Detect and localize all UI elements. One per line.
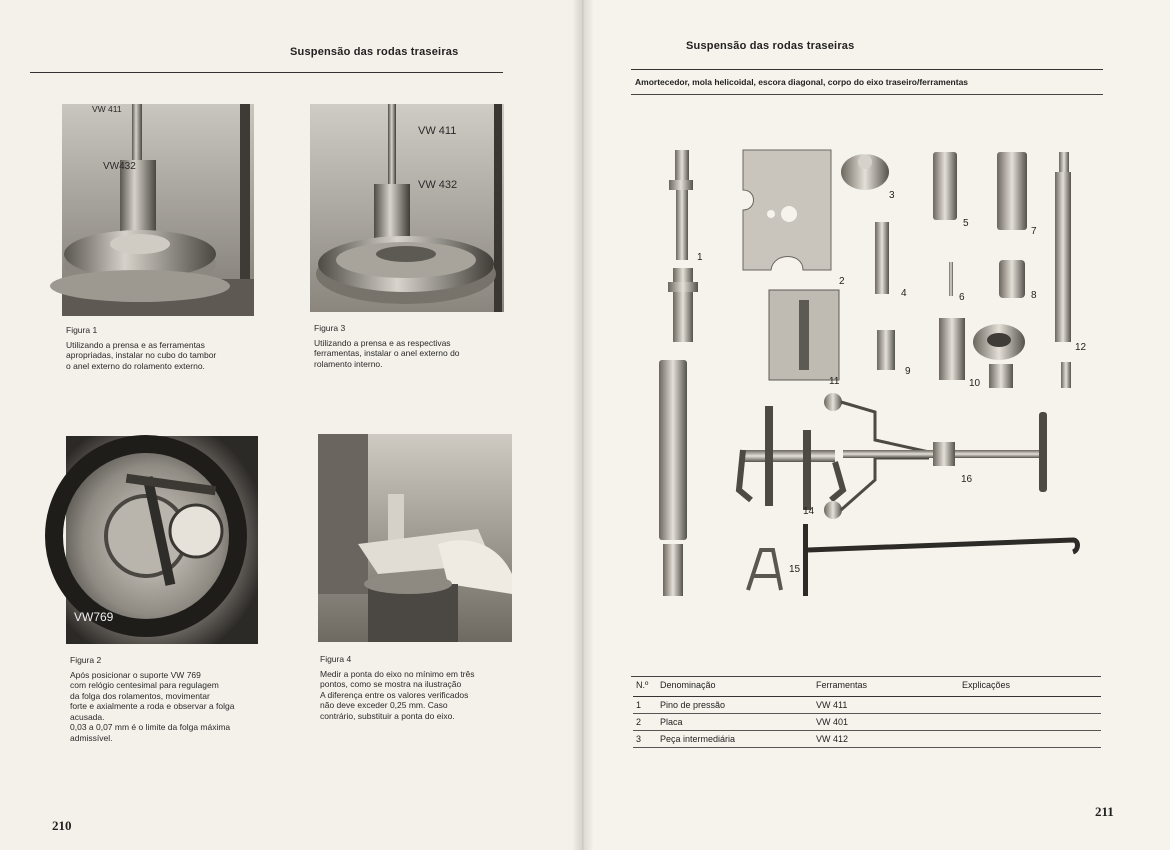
- right-page-subheader: Amortecedor, mola helicoidal, escora diagonal, corpo do eixo traseiro/ferramentas: [635, 77, 969, 87]
- tools-table: [633, 676, 1101, 748]
- row-tool: VW 412: [813, 731, 959, 748]
- figure-2-label-vw769: VW769: [74, 610, 114, 624]
- row-name: Peça intermediária: [657, 731, 813, 748]
- tool-2-plate: [743, 150, 831, 270]
- figure-4-line: Medir a ponta do eixo no mínimo em três: [320, 668, 475, 679]
- col-number: N.º: [633, 676, 657, 697]
- tools-illustration: [643, 140, 1087, 610]
- figure-2-caption: [70, 655, 234, 743]
- header-rule: [30, 72, 503, 73]
- left-page-number: 210: [52, 818, 72, 833]
- figure-1-photo: [62, 104, 254, 316]
- subheader-rule: [631, 94, 1103, 95]
- figure-2-line: Após posicionar o suporte VW 769: [70, 669, 201, 680]
- figure-2-line: acusada.: [70, 711, 105, 722]
- tool-12-rod: [1055, 152, 1071, 388]
- figure-2-line: com relógio centesimal para regulagem: [70, 680, 219, 690]
- tool-8-bush: [999, 260, 1025, 298]
- table-header-row: [633, 676, 1101, 697]
- tool-label: 6: [959, 292, 965, 303]
- tool-label: 3: [889, 190, 895, 201]
- row-note: [959, 714, 1101, 731]
- tool-7-sleeve: [997, 152, 1027, 230]
- row-note: [959, 697, 1101, 714]
- tool-pin-lower: [668, 268, 698, 342]
- table-row: [633, 731, 1101, 748]
- figure-2-line: forte e axialmente a roda e observar a folga: [70, 701, 235, 711]
- tool-11-block: [769, 290, 839, 380]
- row-number: 3: [633, 731, 657, 748]
- col-tools: Ferramentas: [813, 676, 959, 697]
- table-row: [633, 697, 1101, 714]
- figure-1-line: Utilizando a prensa e as ferramentas: [66, 339, 205, 350]
- figure-4-line: pontos, como se mostra na ilustração: [320, 679, 462, 689]
- figure-4-photo: [318, 434, 512, 642]
- row-name: Pino de pressão: [657, 697, 813, 714]
- tool-5-sleeve: [933, 152, 957, 220]
- tool-label: 4: [901, 288, 907, 299]
- tool-3-intermediate-piece: [841, 154, 889, 190]
- tool-label: 1: [697, 252, 703, 263]
- row-tool: VW 411: [813, 697, 959, 714]
- figure-4-caption: [320, 654, 475, 721]
- figure-1-label-vw432: VW432: [103, 161, 136, 172]
- figure-2-line: 0,03 a 0,07 mm é o limite da folga máxima: [70, 722, 231, 732]
- figure-1-label-vw411: VW 411: [92, 104, 122, 114]
- tool-label: 7: [1031, 226, 1037, 237]
- tool-long-cylinder: [659, 360, 687, 596]
- left-page: [0, 0, 583, 850]
- header-rule: [631, 69, 1103, 70]
- tool-15-bracket: [748, 550, 781, 590]
- figure-3-label-vw411: VW 411: [418, 125, 457, 137]
- tool-label: 5: [963, 218, 969, 229]
- row-note: [959, 731, 1101, 748]
- figure-1-caption: [66, 325, 216, 371]
- tool-label: 10: [969, 378, 981, 389]
- figure-3-line: ferramentas, instalar o anel externo do: [314, 348, 460, 358]
- tool-1-pressure-pin: [669, 150, 693, 260]
- figure-4-line: contrário, substituir a ponta do eixo.: [320, 710, 455, 721]
- left-page-header: Suspensão das rodas traseiras: [290, 46, 459, 58]
- figure-2-line: admissível.: [70, 732, 113, 743]
- tool-label: 16: [961, 474, 973, 485]
- right-page-header: Suspensão das rodas traseiras: [686, 40, 855, 52]
- figure-2-line: da folga dos rolamentos, movimentar: [70, 690, 210, 701]
- figure-3-line: Utilizando a prensa e as respectivas: [314, 337, 451, 348]
- tool-label: 9: [905, 366, 911, 377]
- tool-6-pin: [949, 262, 953, 296]
- row-number: 2: [633, 714, 657, 731]
- tool-label: 14: [803, 506, 815, 517]
- tool-hook-bar: [803, 524, 1078, 596]
- figure-1-line: apropriadas, instalar no cubo do tambor: [66, 350, 217, 360]
- figure-3-photo: [310, 104, 504, 312]
- tool-label: 11: [829, 376, 840, 387]
- figure-3-caption: [314, 323, 460, 369]
- figure-4-line: não deve exceder 0,25 mm. Caso: [320, 700, 448, 710]
- tool-label: 2: [839, 276, 845, 287]
- figure-1-line: o anel externo do rolamento externo.: [66, 360, 205, 371]
- col-name: Denominação: [657, 676, 813, 697]
- col-notes: Explicações: [959, 676, 1101, 697]
- table-row: [633, 714, 1101, 731]
- row-number: 1: [633, 697, 657, 714]
- tool-9-bush: [877, 330, 895, 370]
- row-name: Placa: [657, 714, 813, 731]
- figure-3-title: Figura 3: [314, 323, 346, 333]
- tool-4-pin: [875, 222, 889, 294]
- figure-2-title: Figura 2: [70, 655, 102, 665]
- tool-10-sleeve: [939, 318, 965, 380]
- tool-label: 15: [789, 564, 801, 575]
- tool-16-tbar: [824, 393, 1047, 519]
- figure-1-title: Figura 1: [66, 325, 98, 335]
- tool-14-puller: [739, 406, 843, 510]
- tool-label: 12: [1075, 342, 1087, 353]
- figure-3-line: rolamento interno.: [314, 358, 383, 369]
- right-page: [583, 0, 1170, 850]
- right-page-number: 211: [1095, 804, 1114, 819]
- figure-3-label-vw432: VW 432: [418, 179, 458, 191]
- row-tool: VW 401: [813, 714, 959, 731]
- figure-4-line: A diferença entre os valores verificados: [320, 689, 469, 700]
- figure-4-title: Figura 4: [320, 654, 352, 664]
- tool-label: 8: [1031, 290, 1037, 301]
- tool-13-rings: [973, 324, 1025, 388]
